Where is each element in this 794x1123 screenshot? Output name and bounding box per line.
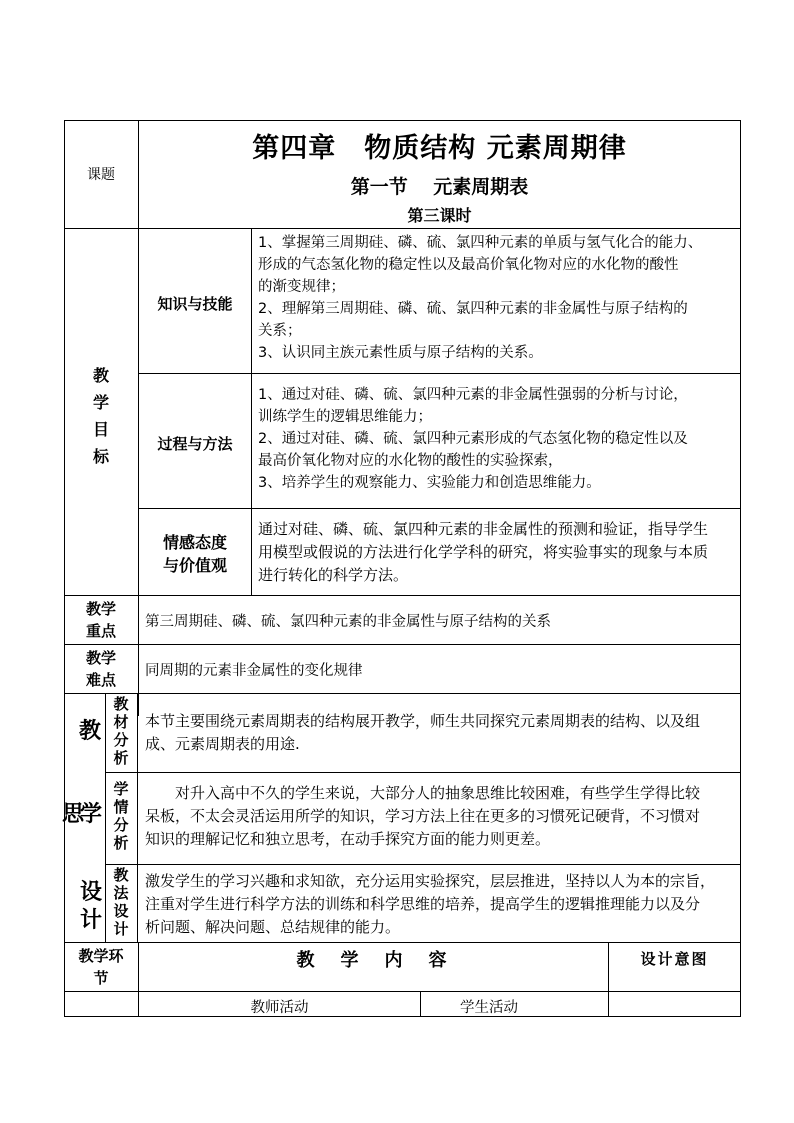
teaching-content-header: 教 学 内 容 (296, 950, 451, 971)
design-label-char-4: 计 (80, 908, 103, 933)
attitude-values-text: 通过对硅、磷、硫、氯四种元素的非金属性的预测和验证，指导学生 用模型或假说的方法进行化学学科的研究，将实验事实的现象与本质 进行转化的科学方法。 (258, 520, 709, 584)
design-label-char-3: 设 (80, 880, 103, 905)
chapter-title: 第四章 物质结构 元素周期律 (252, 133, 627, 164)
design-label-char-2: 学 (80, 802, 103, 827)
student-analysis-label: 学 情 分 析 (113, 780, 129, 852)
teacher-activity-header: 教师活动 (250, 1000, 309, 1016)
objectives-label: 教 学 目 标 (92, 366, 109, 466)
design-label-char-1: 教 (79, 719, 102, 744)
material-analysis-text: 本节主要围绕元素周期表的结构展开教学，师生共同探究元素周期表的结构、以及组 成、元素周期表的用途. (145, 712, 701, 753)
method-design-label: 教 法 设 计 (113, 866, 129, 938)
process-stage-label: 教学环 节 (78, 947, 124, 987)
student-activity-header: 学生活动 (460, 1000, 518, 1016)
knowledge-skills-label: 知识与技能 (157, 295, 233, 313)
process-method-label: 过程与方法 (157, 435, 233, 453)
method-design-text: 激发学生的学习兴趣和求知欲，充分运用实验探究，层层推进，坚持以人为本的宗旨， 注重对学生进行科学方法的训练和科学思维的培养，提高学生的逻辑推理能力以及分 析问题、解决问题、总结规律的能力。 (145, 872, 716, 936)
lesson-title: 第三课时 (407, 206, 472, 225)
topic-label: 课题 (87, 167, 115, 183)
knowledge-skills-text: 1、掌握第三周期硅、磷、硫、氯四种元素的单质与氢气化合的能力、 形成的气态氢化物的稳定性以及最高价氧化物对应的水化物的酸性 的渐变规律； 2、理解第三周期硅、磷、硫、氯四种元素的非金属性与原子结构的 关系； 3、认识同主族元素性质与原子结构的关系。 (258, 235, 703, 361)
student-analysis-text: 对升入高中不久的学生来说，大部分人的抽象思维比较困难，有些学生学得比较 呆板，不太会灵活运用所学的知识，学习方法上往在更多的习惯死记硬背，不习惯对 知识的理解记忆和独立思考，在动手探究方面的能力则更差。 (145, 784, 701, 848)
section-title: 第一节 元素周期表 (350, 176, 529, 198)
difficulty-text: 同周期的元素非金属性的变化规律 (145, 663, 363, 679)
material-analysis-label: 教 材 分 析 (113, 695, 129, 767)
design-label-fragment: 思 (62, 802, 85, 827)
design-intent-header: 设计意图 (640, 950, 709, 968)
key-point-label: 教学 重点 (85, 600, 116, 640)
difficulty-label: 教学 难点 (85, 649, 116, 689)
process-method-text: 1、通过对硅、磷、硫、氯四种元素的非金属性强弱的分析与讨论， 训练学生的逻辑思维能力； 2、通过对硅、磷、硫、氯四种元素形成的气态氢化物的稳定性以及 最高价氧化物对应的水化物的酸性的实验探索， 3、培养学生的观察能力、实验能力和创造思维能力。 (258, 387, 688, 491)
attitude-values-label: 情感态度 与价值观 (162, 533, 227, 575)
key-point-text: 第三周期硅、磷、硫、氯四种元素的非金属性与原子结构的关系 (145, 614, 551, 630)
